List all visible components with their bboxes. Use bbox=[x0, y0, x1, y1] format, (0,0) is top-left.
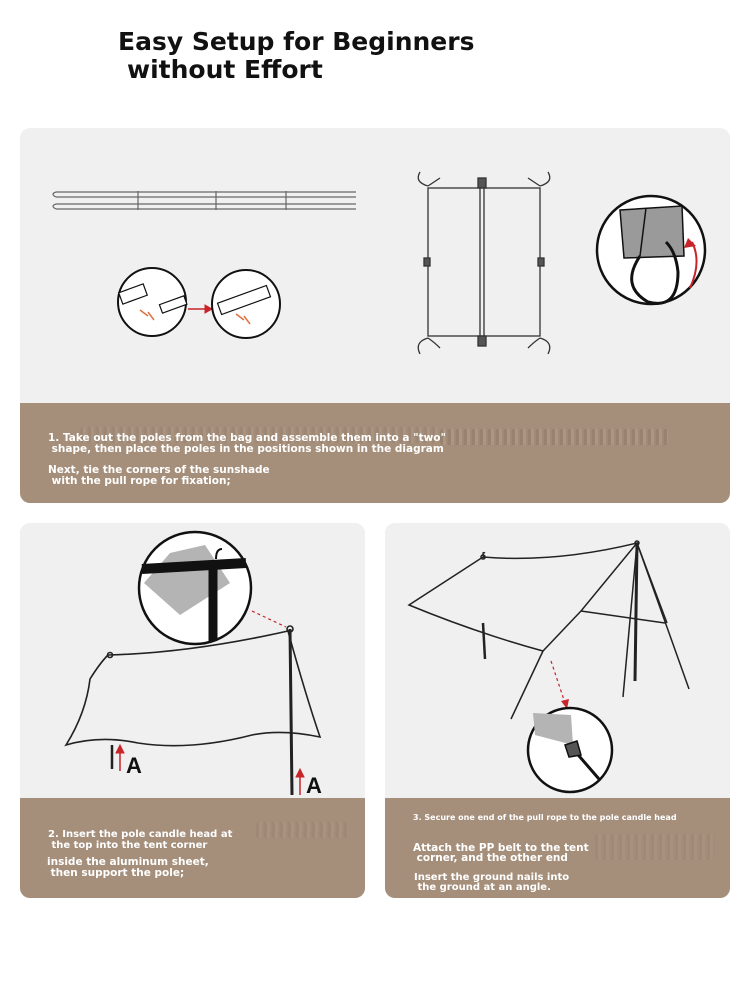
title-line-1: Easy Setup for Beginners bbox=[118, 27, 475, 56]
pole-head-detail bbox=[139, 532, 251, 644]
step-1-line-2: shape, then place the poles in the positions shown in the diagram bbox=[48, 443, 444, 455]
step-3-illustration bbox=[385, 523, 730, 798]
step-3-line-3: corner, and the other end bbox=[413, 852, 568, 864]
joint-detail-left bbox=[118, 268, 187, 336]
ground-nail-detail bbox=[528, 708, 612, 792]
step-2-caption bbox=[20, 798, 365, 898]
step-3-card bbox=[385, 523, 730, 898]
detail-pointer bbox=[551, 661, 565, 703]
step-1-line-1: 1. Take out the poles from the bag and assemble them into a "two" bbox=[48, 432, 446, 444]
step-3-line-4: Insert the ground nails into bbox=[414, 872, 570, 883]
title-line-2: without Effort bbox=[127, 55, 323, 84]
step-1-caption bbox=[20, 403, 730, 503]
blurred-text-area bbox=[256, 822, 348, 838]
tent-drawing bbox=[66, 626, 320, 795]
blurred-text-area bbox=[440, 429, 668, 445]
rope-knot-detail bbox=[597, 196, 705, 304]
step-1-line-3: Next, tie the corners of the sunshade bbox=[48, 464, 270, 476]
marker-label-right: A bbox=[306, 773, 322, 798]
tent-layout-drawing bbox=[418, 172, 550, 354]
step-1-card bbox=[20, 128, 730, 503]
step-2-card bbox=[20, 523, 365, 898]
step-2-illustration bbox=[20, 523, 365, 798]
step-2-line-1: 2. Insert the pole candle head at bbox=[48, 829, 233, 840]
step-2-line-2: the top into the tent corner bbox=[48, 840, 208, 851]
marker-arrows bbox=[116, 745, 304, 795]
step-3-line-5: the ground at an angle. bbox=[414, 882, 551, 893]
marker-label-left: A bbox=[126, 753, 142, 778]
blurred-text-area bbox=[595, 834, 715, 860]
step-1-line-4: with the pull rope for fixation; bbox=[48, 475, 231, 487]
step-3-line-2: Attach the PP belt to the tent bbox=[413, 842, 589, 854]
step-1-illustration bbox=[20, 128, 730, 403]
step-3-caption bbox=[385, 798, 730, 898]
step-3-line-1: 3. Secure one end of the pull rope to the pole candle head bbox=[413, 813, 677, 822]
arrow-right bbox=[188, 305, 212, 313]
detail-pointer bbox=[252, 611, 286, 627]
page-title bbox=[118, 28, 474, 84]
step-2-line-4: then support the pole; bbox=[47, 867, 185, 879]
tent-side-drawing bbox=[409, 541, 689, 719]
joint-detail-right bbox=[212, 270, 280, 338]
poles-drawing bbox=[53, 191, 356, 210]
step-2-line-3: inside the aluminum sheet, bbox=[47, 856, 209, 868]
